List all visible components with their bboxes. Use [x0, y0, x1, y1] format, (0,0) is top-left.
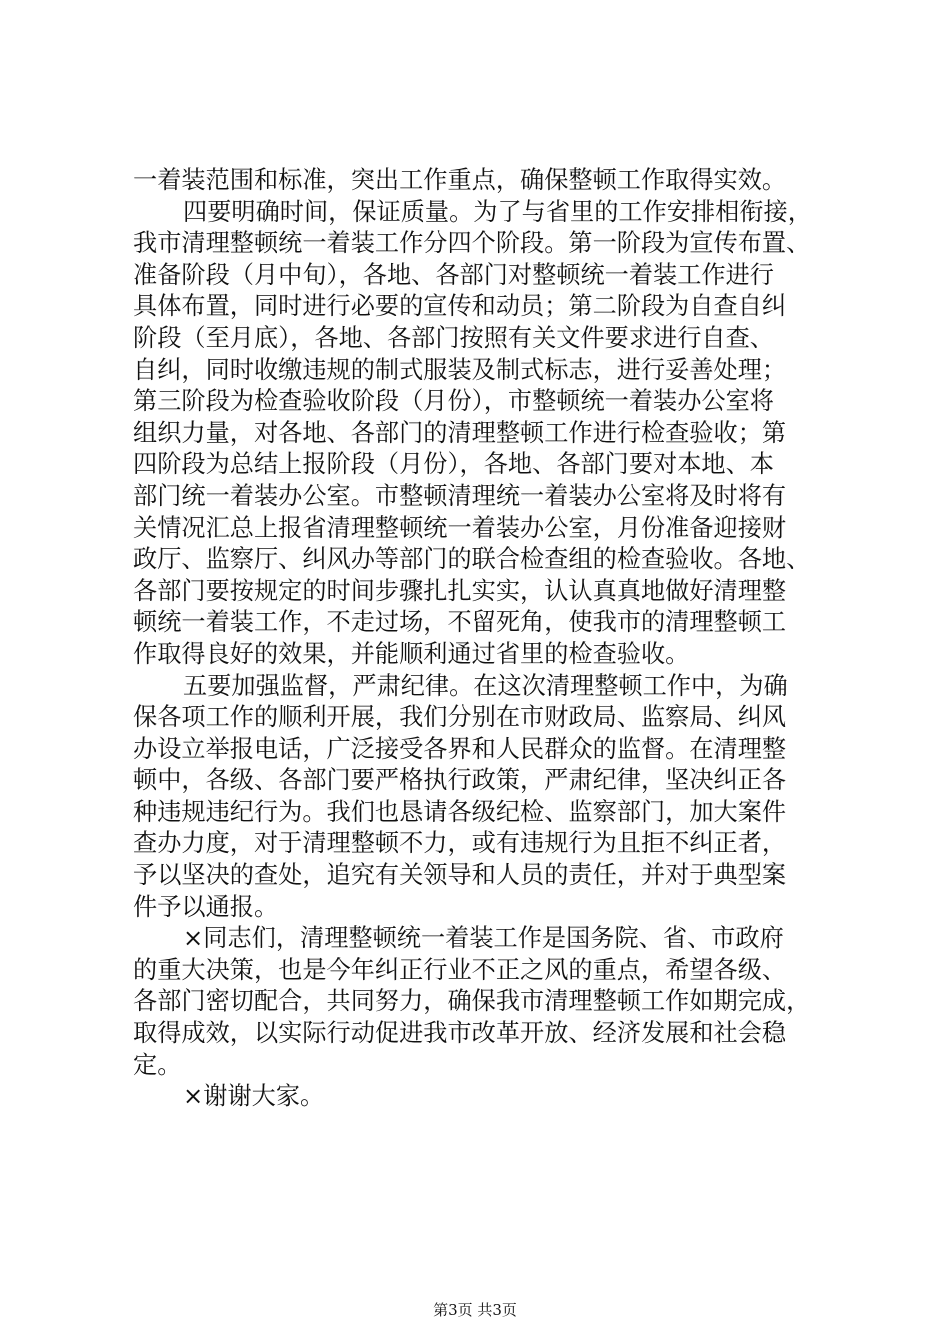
text-line: 我市清理整顿统一着装工作分四个阶段。第一阶段为宣传布置、	[133, 229, 811, 258]
text-line: 部门统一着装办公室。市整顿清理统一着装办公室将及时将有	[133, 481, 787, 510]
text-line: 第三阶段为检查验收阶段（月份），市整顿统一着装办公室将	[133, 387, 774, 416]
page-footer: 第3页 共3页	[433, 1301, 517, 1319]
document-body	[133, 165, 833, 1113]
text-line: 顿中，各级、各部门要严格执行政策，严肃纪律，坚决纠正各	[133, 766, 787, 795]
text-line: 自纠，同时收缴违规的制式服装及制式标志，进行妥善处理；	[133, 355, 787, 384]
text-line: 四阶段为总结上报阶段（月份），各地、各部门要对本地、本	[133, 450, 774, 479]
text-line: 的重大决策，也是今年纠正行业不正之风的重点，希望各级、	[133, 955, 787, 984]
text-line: 种违规违纪行为。我们也恳请各级纪检、监察部门，加大案件	[133, 797, 787, 826]
text-line: 保各项工作的顺利开展，我们分别在市财政局、监察局、纠风	[133, 703, 787, 732]
text-line: 予以坚决的查处，追究有关领导和人员的责任，并对于典型案	[133, 861, 787, 890]
text-line: 件予以通报。	[133, 892, 279, 921]
text-line: ×谢谢大家。	[183, 1082, 325, 1111]
text-line: 各部门密切配合，共同努力，确保我市清理整顿工作如期完成，	[133, 987, 811, 1016]
text-line: 四要明确时间，保证质量。为了与省里的工作安排相衔接，	[183, 197, 812, 226]
text-line: 办设立举报电话，广泛接受各界和人民群众的监督。在清理整	[133, 734, 787, 763]
text-line: 各部门要按规定的时间步骤扎扎实实，认认真真地做好清理整	[133, 576, 787, 605]
text-line: 准备阶段（月中旬），各地、各部门对整顿统一着装工作进行	[133, 260, 774, 289]
text-line: 五要加强监督，严肃纪律。在这次清理整顿工作中，为确	[183, 671, 788, 700]
text-line: 关情况汇总上报省清理整顿统一着装办公室，月份准备迎接财	[133, 513, 787, 542]
text-line: 政厅、监察厅、纠风办等部门的联合检查组的检查验收。各地、	[133, 545, 811, 574]
text-line: ×同志们，清理整顿统一着装工作是国务院、省、市政府	[183, 924, 784, 953]
text-line: 顿统一着装工作，不走过场，不留死角，使我市的清理整顿工	[133, 608, 787, 637]
text-line: 阶段（至月底），各地、各部门按照有关文件要求进行自查、	[133, 323, 774, 352]
text-line: 取得成效，以实际行动促进我市改革开放、经济发展和社会稳	[133, 1019, 787, 1048]
text-line: 组织力量，对各地、各部门的清理整顿工作进行检查验收；第	[133, 418, 787, 447]
text-line: 定。	[133, 1050, 182, 1079]
text-line: 作取得良好的效果，并能顺利通过省里的检查验收。	[133, 639, 690, 668]
text-line: 查办力度，对于清理整顿不力，或有违规行为且拒不纠正者，	[133, 829, 787, 858]
text-line: 一着装范围和标准，突出工作重点，确保整顿工作取得实效。	[133, 166, 787, 194]
text-line: 具体布置，同时进行必要的宣传和动员；第二阶段为自查自纠	[133, 292, 787, 321]
